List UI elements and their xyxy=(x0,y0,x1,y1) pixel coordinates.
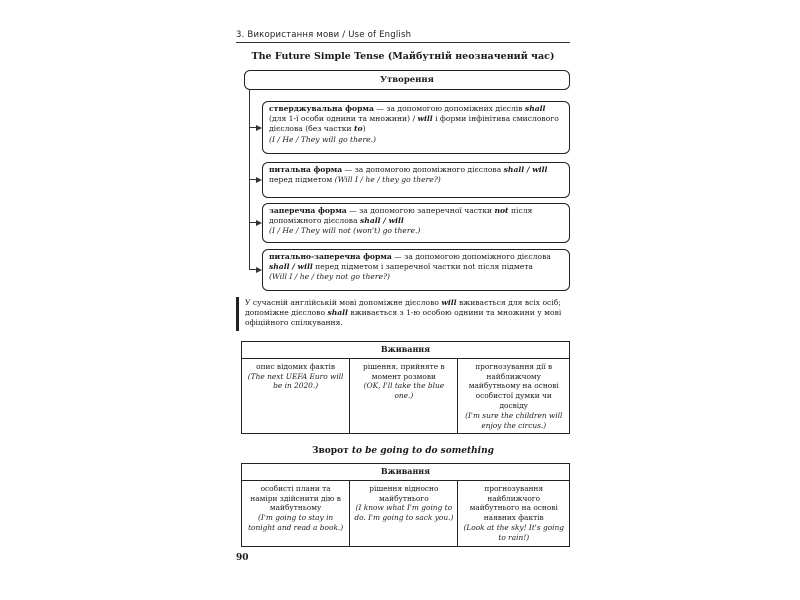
aux-will: will xyxy=(417,114,433,124)
particle-not: not xyxy=(494,206,509,215)
table-header: Вживання xyxy=(242,342,570,359)
particle-to: to xyxy=(354,124,363,134)
affirmative-term: стверджувальна форма xyxy=(269,104,374,113)
note-text: вживається з 1-ю особою однини та множини у мові офіційного спілкування. xyxy=(245,308,562,328)
interrogative-negative-text: перед підметом і заперечної частки not після підмета xyxy=(312,262,533,272)
cell-text: особисті плани та наміри здійснити дію в майбутньому xyxy=(250,483,341,513)
idiom-title xyxy=(236,446,570,456)
negative-example: (I / He / They will not (won't) go there.) xyxy=(269,226,421,236)
interrogative-text: — за допомогою допоміжного дієслова xyxy=(342,165,504,174)
cell-text: прогнозування найближчого майбутнього на основі наявних фактів xyxy=(469,483,558,523)
table-cell xyxy=(458,480,570,546)
idiom-phrase: to be going to do something xyxy=(351,446,494,456)
affirmative-form-box xyxy=(262,101,570,154)
aux-will: will xyxy=(441,298,457,307)
affirmative-text: ) xyxy=(362,124,366,134)
cell-text: рішення, прийняте в момент розмови xyxy=(363,361,445,381)
page-title: The Future Simple Tense (Майбутній неозначений час) xyxy=(251,51,555,62)
cell-example: (I'm going to stay in tonight and read a book.) xyxy=(248,513,344,532)
page-number: 90 xyxy=(236,553,249,563)
table-cell xyxy=(350,480,458,546)
cell-example: (OK, I'll take the blue one.) xyxy=(363,381,445,401)
table-cell xyxy=(458,358,570,434)
aux-shall-will: shall / will xyxy=(269,262,313,272)
cell-example: (The next UEFA Euro will be in 2020.) xyxy=(247,371,344,391)
table-cell xyxy=(242,480,350,546)
header-rule xyxy=(236,42,570,43)
negative-term: заперечна форма xyxy=(269,206,347,215)
affirmative-text: (для 1-ї особи однини та множини) / xyxy=(269,114,418,124)
cell-text: опис відомих фактів xyxy=(256,361,336,371)
negative-text: після допоміжного дієслова xyxy=(269,206,533,226)
cell-text: прогнозування дії в найближчому майбутньому на основі особистої думки чи досвіду xyxy=(468,361,559,410)
interrogative-negative-term: питально-заперечна форма xyxy=(269,252,392,261)
cell-example: (I'm sure the children will enjoy the circus.) xyxy=(465,410,563,430)
cell-text: рішення відносно майбутнього xyxy=(369,483,439,503)
table-header: Вживання xyxy=(242,464,570,481)
formation-header: Утворення xyxy=(244,70,570,90)
usage-note xyxy=(236,297,570,331)
interrogative-example: (Will I / he / they go there?) xyxy=(334,175,441,185)
idiom-title-text: Зворот xyxy=(312,446,352,456)
affirmative-example: (I / He / They will go there.) xyxy=(269,134,376,144)
cell-example: (I know what I'm going to do. I'm going to sack you.) xyxy=(354,503,454,523)
interrogative-term: питальна форма xyxy=(269,165,343,174)
affirmative-text: і форми інфінітива смислового дієслова (без частки xyxy=(269,114,559,134)
running-head: 3. Використання мови / Use of English xyxy=(236,30,412,40)
interrogative-text: перед підметом xyxy=(269,175,335,185)
aux-shall-will: shall / will xyxy=(503,165,548,174)
negative-form-box xyxy=(262,203,570,243)
aux-shall-will: shall / will xyxy=(360,216,404,226)
table-cell xyxy=(350,358,458,434)
usage-table-going-to xyxy=(241,463,570,547)
note-text: У сучасній англійській мові допоміжне дієслово xyxy=(245,298,442,307)
note-text: вживається для всіх осіб; допоміжне дієслово xyxy=(245,298,561,318)
cell-example: (Look at the sky! It's going to rain!) xyxy=(463,522,565,542)
affirmative-text: — за допомогою допоміжних дієслів xyxy=(373,104,525,113)
aux-shall: shall xyxy=(327,308,348,318)
usage-table-future-simple xyxy=(241,341,570,434)
interrogative-negative-form-box xyxy=(262,249,570,291)
aux-shall: shall xyxy=(524,104,546,113)
negative-text: — за допомогою заперечної частки xyxy=(346,206,495,215)
table-cell xyxy=(242,358,350,434)
interrogative-form-box xyxy=(262,162,570,198)
interrogative-negative-example: (Will I / he / they not go there?) xyxy=(269,272,390,282)
interrogative-negative-text: — за допомогою допоміжного дієслова xyxy=(391,252,551,261)
